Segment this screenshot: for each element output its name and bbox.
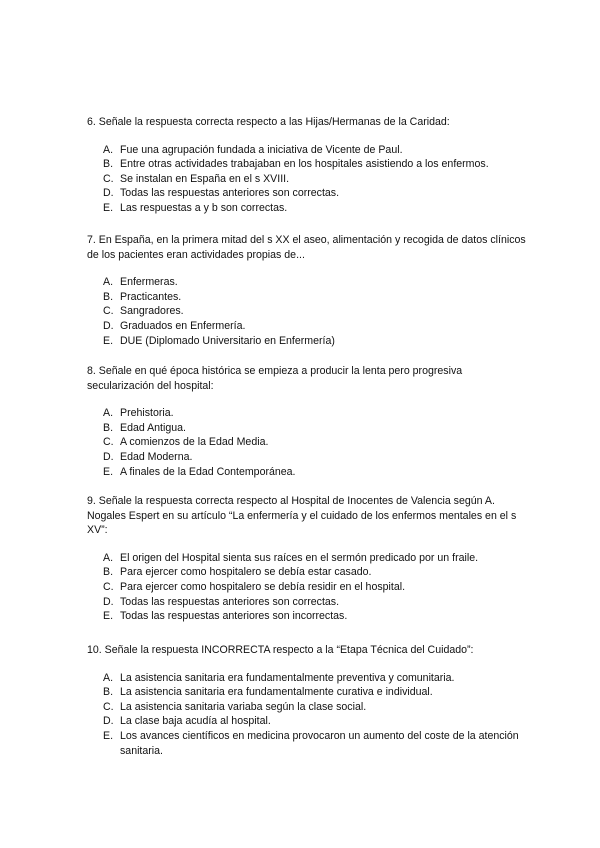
answer-option [87, 201, 527, 216]
option-text: Prehistoria. [120, 407, 174, 420]
option-text: Todas las respuestas anteriores son correctas. [120, 595, 340, 608]
question-6 [87, 115, 527, 216]
option-letter: B. [103, 290, 114, 303]
question-stem: 6. Señale la respuesta correcta respecto a las Hijas/Hermanas de la Caridad: [87, 116, 450, 128]
option-letter: C. [103, 172, 114, 185]
answer-option [87, 465, 527, 480]
option-text: Edad Antigua. [120, 421, 186, 434]
option-text: Todas las respuestas anteriores son incorrectas. [120, 610, 348, 623]
answer-option [87, 700, 527, 715]
option-text: La clase baja acudía al hospital. [120, 715, 271, 728]
answer-options [87, 406, 527, 479]
option-letter: A. [103, 407, 114, 420]
option-text: La asistencia sanitaria era fundamentalmente curativa e individual. [120, 686, 433, 699]
option-letter: A. [103, 551, 114, 564]
question-stem: 9. Señale la respuesta correcta respecto al Hospital de Inocentes de Valencia según A. Nogales Espert en su artículo “La enfermería y el cuidado de los enfermos mentales en el s XV”: [87, 495, 517, 537]
question-stem: 10. Señale la respuesta INCORRECTA respecto a la “Etapa Técnica del Cuidado”: [87, 644, 474, 656]
answer-option [87, 729, 527, 758]
answer-option [87, 290, 527, 305]
option-text: A finales de la Edad Contemporánea. [120, 465, 296, 478]
question-stem: 8. Señale en qué época histórica se empieza a producir la lenta pero progresiva secularización del hospital: [87, 365, 463, 392]
answer-option [87, 580, 527, 595]
answer-options [87, 671, 527, 759]
option-letter: C. [103, 580, 114, 593]
option-letter: E. [103, 610, 114, 623]
option-text: A comienzos de la Edad Media. [120, 436, 269, 449]
option-letter: C. [103, 305, 114, 318]
option-text: Enfermeras. [120, 276, 178, 289]
answer-option [87, 450, 527, 465]
answer-option [87, 186, 527, 201]
option-letter: E. [103, 465, 114, 478]
option-text: Fue una agrupación fundada a iniciativa de Vicente de Paul. [120, 143, 403, 156]
answer-options [87, 551, 527, 624]
option-letter: E. [103, 729, 114, 742]
option-text: Edad Moderna. [120, 450, 193, 463]
option-text: Los avances científicos en medicina provocaron un aumento del coste de la atención sanitaria. [120, 729, 519, 757]
answer-option [87, 435, 527, 450]
option-letter: A. [103, 276, 114, 289]
answer-option [87, 406, 527, 421]
question-stem: 7. En España, en la primera mitad del s XX el aseo, alimentación y recogida de datos clínicos de los pacientes eran actividades propias de... [87, 234, 526, 261]
answer-option [87, 565, 527, 580]
answer-option [87, 421, 527, 436]
option-letter: D. [103, 715, 114, 728]
option-text: Graduados en Enfermería. [120, 319, 246, 332]
answer-option [87, 304, 527, 319]
option-letter: C. [103, 436, 114, 449]
question-8 [87, 364, 527, 479]
answer-option [87, 334, 527, 349]
answer-options [87, 275, 527, 348]
option-letter: B. [103, 566, 114, 579]
answer-option [87, 551, 527, 566]
option-text: La asistencia sanitaria era fundamentalmente preventiva y comunitaria. [120, 671, 455, 684]
option-text: Las respuestas a y b son correctas. [120, 201, 288, 214]
option-letter: D. [103, 450, 114, 463]
answer-option [87, 671, 527, 686]
answer-option [87, 172, 527, 187]
option-letter: B. [103, 158, 114, 171]
answer-options [87, 143, 527, 216]
option-text: El origen del Hospital sienta sus raíces en el sermón predicado por un fraile. [120, 551, 479, 564]
answer-option [87, 143, 527, 158]
option-letter: A. [103, 671, 114, 684]
answer-option [87, 157, 527, 172]
option-text: Entre otras actividades trabajaban en los hospitales asistiendo a los enfermos. [120, 158, 489, 171]
question-7 [87, 233, 527, 348]
answer-option [87, 319, 527, 334]
option-letter: E. [103, 201, 114, 214]
answer-option [87, 595, 527, 610]
option-text: Se instalan en España en el s XVIII. [120, 172, 290, 185]
option-text: DUE (Diplomado Universitario en Enfermería) [120, 334, 335, 347]
option-letter: D. [103, 319, 114, 332]
question-10 [87, 643, 527, 758]
option-text: La asistencia sanitaria variaba según la clase social. [120, 700, 367, 713]
answer-option [87, 685, 527, 700]
option-text: Para ejercer como hospitalero se debía residir en el hospital. [120, 580, 406, 593]
question-9 [87, 494, 527, 624]
option-text: Todas las respuestas anteriores son correctas. [120, 187, 340, 200]
answer-option [87, 275, 527, 290]
option-text: Para ejercer como hospitalero se debía estar casado. [120, 566, 372, 579]
option-text: Sangradores. [120, 305, 184, 318]
option-letter: D. [103, 595, 114, 608]
option-letter: A. [103, 143, 114, 156]
answer-option [87, 609, 527, 624]
option-letter: C. [103, 700, 114, 713]
option-letter: B. [103, 421, 114, 434]
option-letter: E. [103, 334, 114, 347]
option-letter: B. [103, 686, 114, 699]
option-letter: D. [103, 187, 114, 200]
answer-option [87, 714, 527, 729]
option-text: Practicantes. [120, 290, 182, 303]
